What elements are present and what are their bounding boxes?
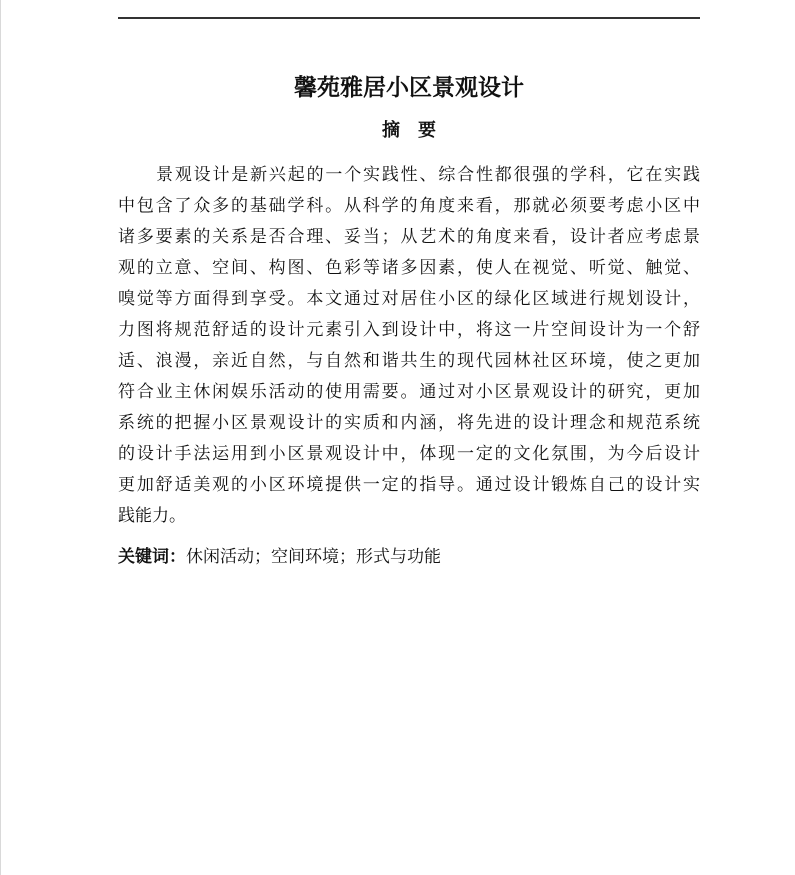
abstract-line: 嗅觉等方面得到享受。本文通过对居住小区的绿化区域进行规划设计， — [118, 289, 700, 309]
abstract-line: 符合业主休闲娱乐活动的使用需要。通过对小区景观设计的研究，更加 — [118, 382, 700, 402]
abstract-line: 更加舒适美观的小区环境提供一定的指导。通过设计锻炼自己的设计实 — [118, 475, 700, 495]
abstract-line: 观的立意、空间、构图、色彩等诸多因素，使人在视觉、听觉、触觉、 — [118, 258, 700, 278]
abstract-line: 中包含了众多的基础学科。从科学的角度来看，那就必须要考虑小区中 — [118, 196, 700, 216]
abstract-line: 景观设计是新兴起的一个实践性、综合性都很强的学科，它在实践 — [156, 165, 700, 185]
abstract-line: 力图将规范舒适的设计元素引入到设计中，将这一片空间设计为一个舒 — [118, 320, 700, 340]
keywords-label: 关键词： — [118, 547, 186, 567]
header-rule — [118, 17, 700, 19]
abstract-line: 系统的把握小区景观设计的实质和内涵，将先进的设计理念和规范系统 — [118, 413, 700, 433]
abstract-line: 诸多要素的关系是否合理、妥当；从艺术的角度来看，设计者应考虑景 — [118, 227, 700, 247]
abstract-body — [118, 160, 700, 532]
page-edge — [0, 0, 1, 875]
keywords-line — [118, 542, 700, 572]
keywords-value: 休闲活动；空间环境；形式与功能 — [186, 547, 441, 567]
abstract-line: 适、浪漫，亲近自然，与自然和谐共生的现代园林社区环境，使之更加 — [118, 351, 700, 371]
abstract-line: 的设计手法运用到小区景观设计中，体现一定的文化氛围，为今后设计 — [118, 444, 700, 464]
abstract-line: 践能力。 — [118, 506, 186, 526]
document-title: 馨苑雅居小区景观设计 — [294, 75, 524, 101]
abstract-heading: 摘要 — [382, 120, 454, 141]
